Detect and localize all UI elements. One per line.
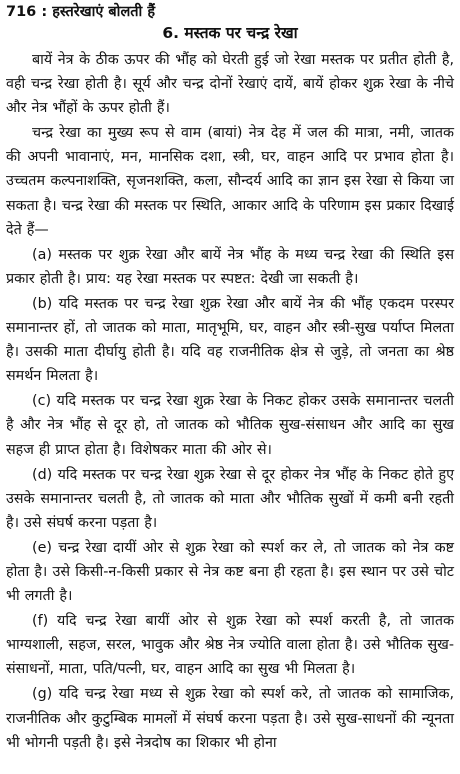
point-c-paragraph: (c) यदि मस्तक पर चन्द्र रेखा शुक्र रेखा के निकट होकर उसके समानान्तर चलती है और नेत्र भौंह से दूर हो, तो जातक को भौतिक सुख-संसाधन और आदि का सुख सहज ही प्राप्त होता है। विशेषकर माता की ओर से। <box>6 393 454 458</box>
description-paragraph: चन्द्र रेखा का मुख्य रूप से वाम (बायां) नेत्र देह में जल की मात्रा, नमी, जातक की अपनी भावानाएं, मन, मानसिक दशा, स्त्री, घर, वाहन आदि पर प्रभाव होता है। उच्चतम कल्पनाशक्ति, सृजनशक्ति, कला, सौन्दर्य आदि का ज्ञान इस रेखा से किया जा सकता है। चन्द्र रेखा की मस्तक पर स्थिति, आकार आदि के परिणाम इस प्रकार दिखाई देते हैं— <box>6 125 454 238</box>
point-g-paragraph: (g) यदि चन्द्र रेखा मध्य से शुक्र रेखा को स्पर्श करे, तो जातक को सामाजिक, राजनीतिक और कुटुम्बिक मामलों में संघर्ष करना पड़ता है। उसे सुख-साधनों की न्यूनता भी भोगनी पड़ती है। इसे नेत्रदोष का शिकार भी होना <box>6 686 454 751</box>
point-b-paragraph: (b) यदि मस्तक पर चन्द्र रेखा शुक्र रेखा और बायें नेत्र की भौंह एकदम परस्पर समानान्तर हों, तो जातक को माता, मातृभूमि, घर, वाहन और स्त्री-सुख पर्याप्त मिलता है। उसकी माता दीर्घायु होती है। यदि वह राजनीतिक क्षेत्र से जुड़े, तो जनता का श्रेष्ठ समर्थन मिलता है। <box>6 295 454 385</box>
running-title: हस्तरेखाएं बोलती हैं <box>52 4 156 20</box>
page-number: 716 <box>6 4 37 20</box>
running-header: 716 : हस्तरेखाएं बोलती हैं <box>6 4 156 20</box>
body-text <box>6 48 454 755</box>
section-title: 6. मस्तक पर चन्द्र रेखा <box>162 24 298 42</box>
intro-paragraph: बायें नेत्र के ठीक ऊपर की भौंह को घेरती हुई जो रेखा मस्तक पर प्रतीत होती है, वही चन्द्र रेखा होती है। सूर्य और चन्द्र दोनों रेखाएं दायें, बायें होकर शुक्र रेखा के नीचे और नेत्र भौंहों के ऊपर होती हैं। <box>6 52 454 117</box>
point-e-paragraph: (e) चन्द्र रेखा दायीं ओर से शुक्र रेखा को स्पर्श कर ले, तो जातक को नेत्र कष्ट होता है। उसे किसी-न-किसी प्रकार से नेत्र कष्ट बना ही रहता है। इस स्थान पर उसे चोट भी लगती है। <box>6 539 454 605</box>
point-d-paragraph: (d) यदि मस्तक पर चन्द्र रेखा शुक्र रेखा से दूर होकर नेत्र भौंह के निकट होते हुए उसके समानान्तर चलती है, तो जातक को माता और भौतिक सुखों में कमी बनी रहती है। उसे संघर्ष करना पड़ता है। <box>6 466 454 531</box>
point-a-paragraph: (a) मस्तक पर शुक्र रेखा और बायें नेत्र भौंह के मध्य चन्द्र रेखा की स्थिति इस प्रकार होती है। प्राय: यह रेखा मस्तक पर स्पष्टत: देखी जा सकती है। <box>6 246 454 287</box>
point-f-paragraph: (f) यदि चन्द्र रेखा बायीं ओर से शुक्र रेखा को स्पर्श करती है, तो जातक भाग्यशाली, सहज, सरल, भावुक और श्रेष्ठ नेत्र ज्योति वाला होता है। उसे भौतिक सुख-संसाधनों, माता, पति/पत्नी, घर, वाहन आदि का सुख भी मिलता है। <box>6 613 454 678</box>
